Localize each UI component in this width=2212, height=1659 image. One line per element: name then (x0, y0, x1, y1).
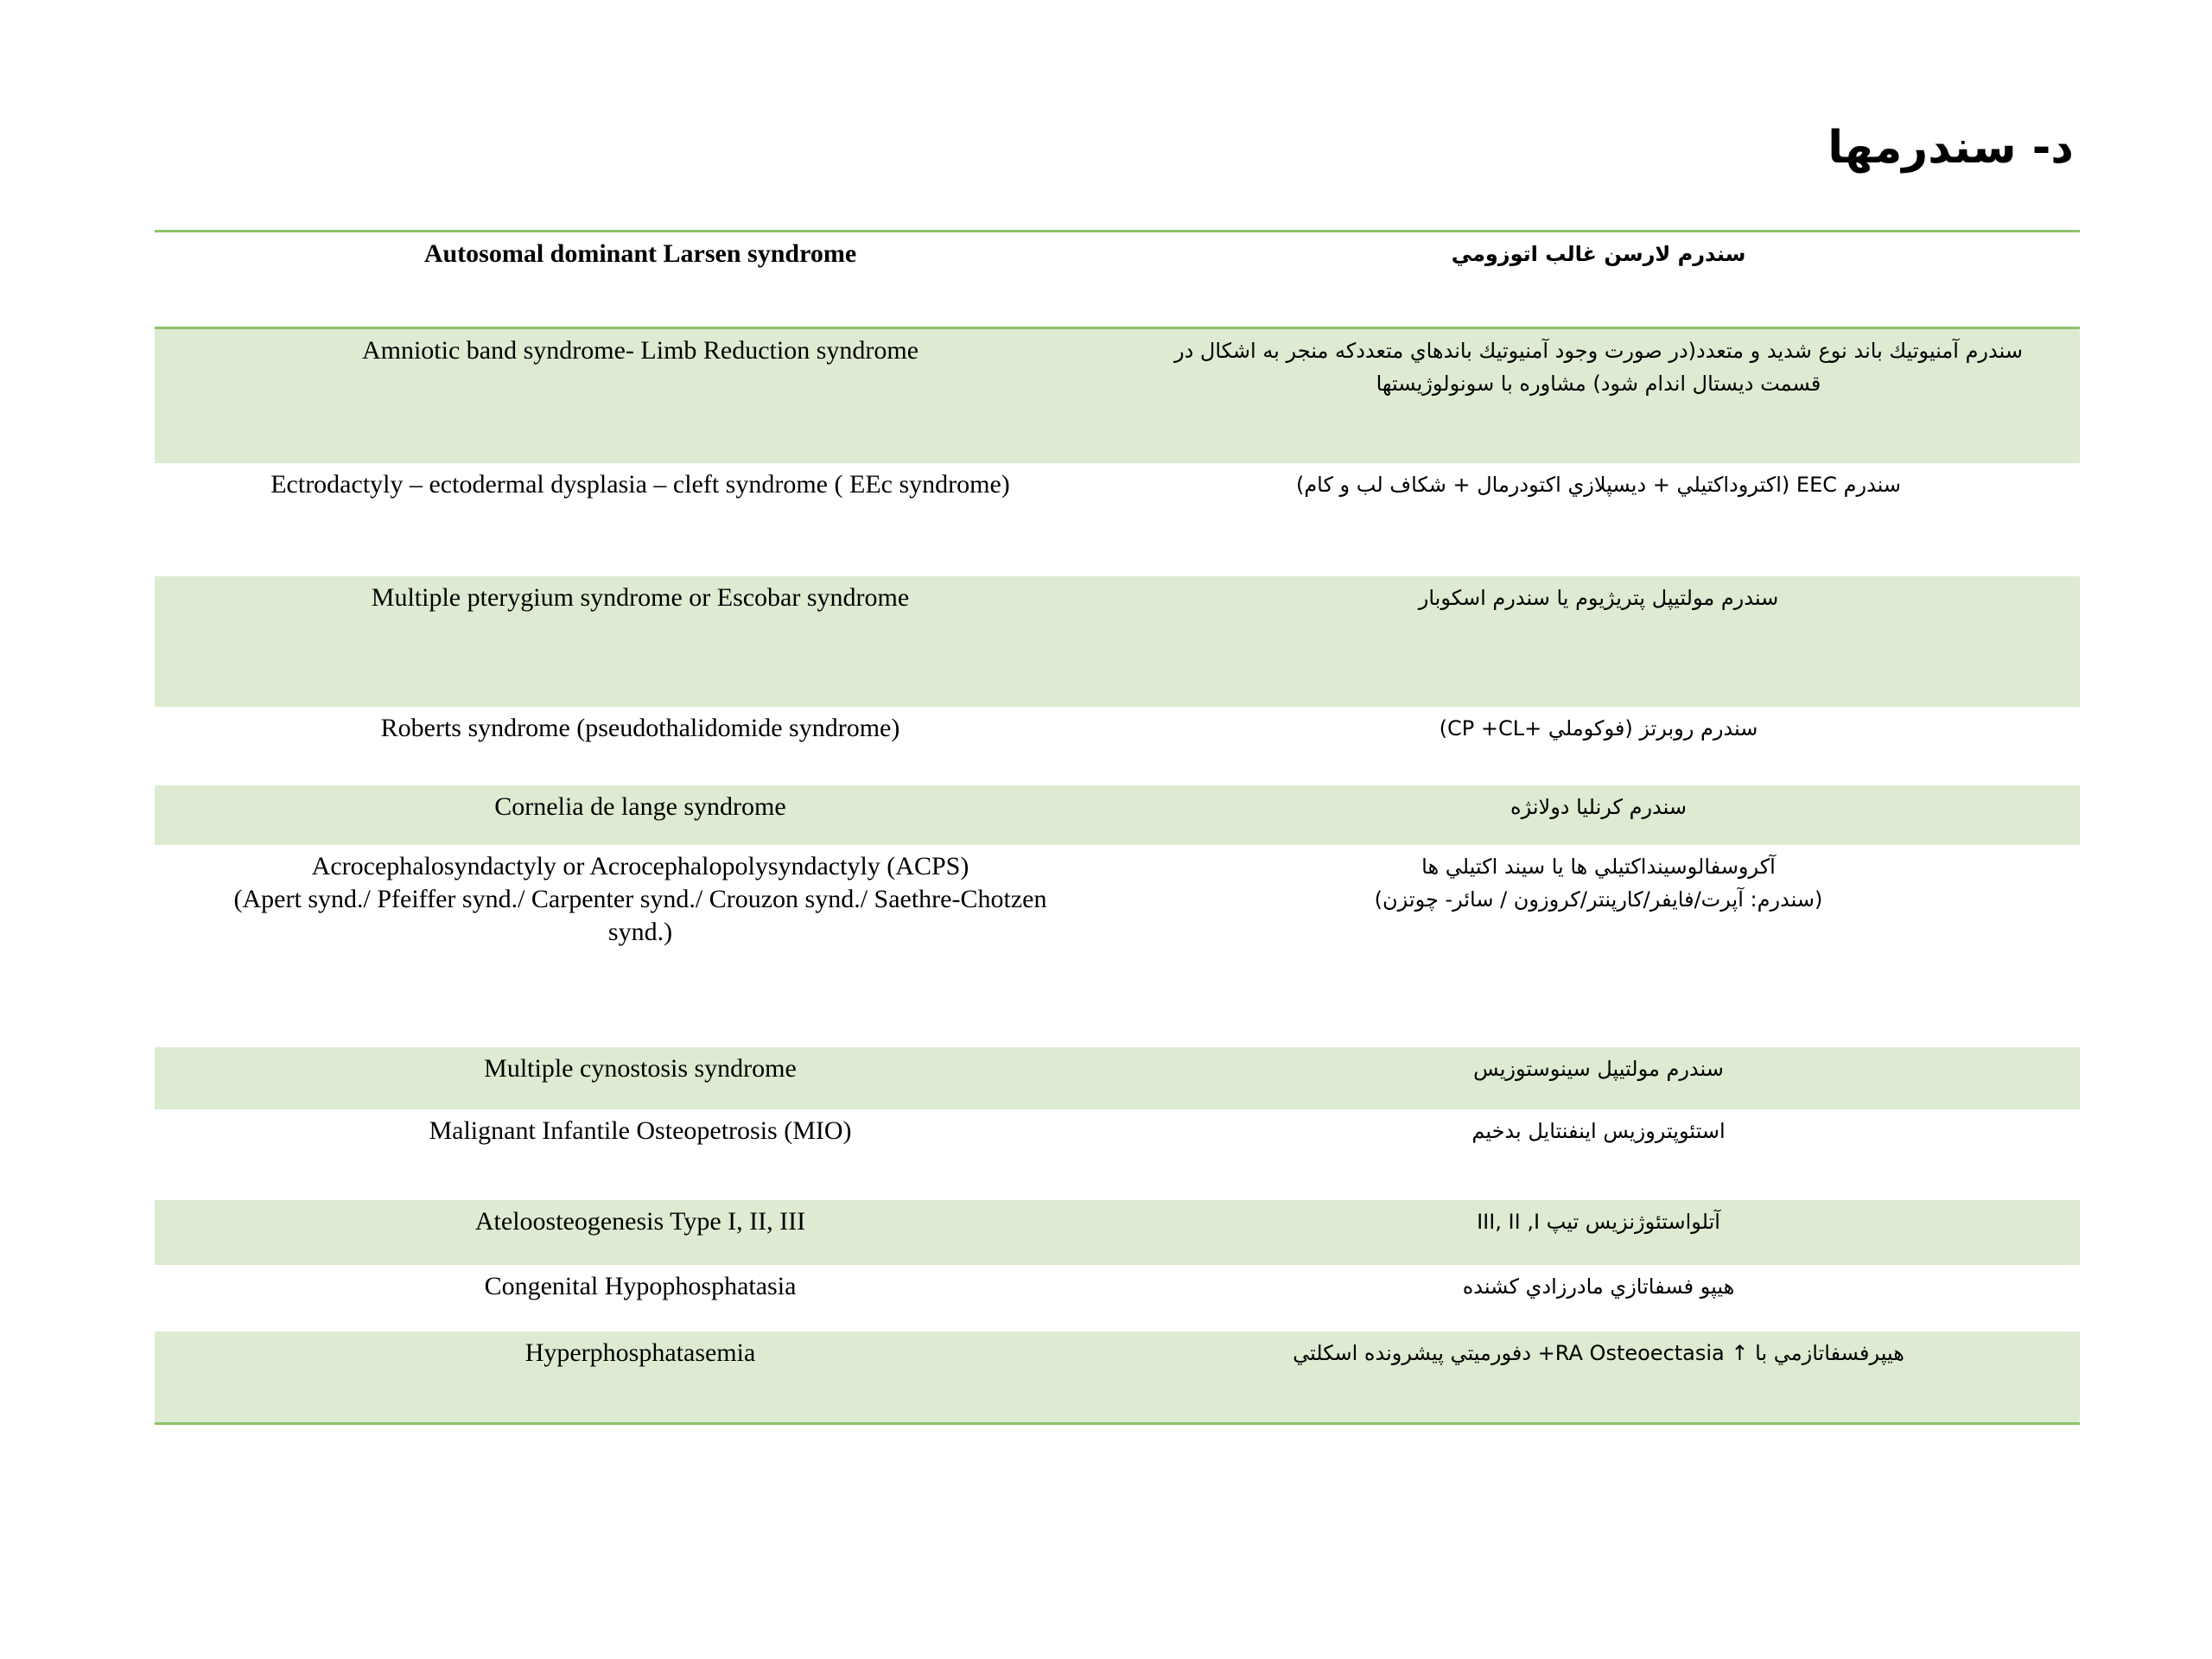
english-name-cell (155, 463, 1117, 576)
table-row (155, 576, 2080, 707)
persian-name-line: (سندرم: آپرت/فايفر/كارپنتر/كروزون / سائر- چوتزن) (1374, 887, 1823, 912)
persian-name-line: سندرم كرنليا دولانژه (1510, 795, 1687, 819)
english-name-line: Hyperphosphatasemia (524, 1338, 756, 1367)
english-name-cell (155, 329, 1117, 463)
persian-name-cell (1117, 785, 2080, 845)
persian-name-line: سندرم روبرتز (فوكوملي +CP +CL) (1439, 716, 1758, 741)
persian-name-cell (1117, 576, 2080, 707)
table-row (155, 1047, 2080, 1109)
persian-name-cell (1117, 1265, 2080, 1332)
page-title: د- سندرمها (1827, 122, 2074, 174)
table-row (155, 707, 2080, 785)
english-name-line: Roberts syndrome (pseudothalidomide syndrome) (380, 714, 900, 742)
header-cell-persian: سندرم لارسن غالب اتوزومي (1451, 242, 1746, 266)
english-name-line: (Apert synd./ Pfeiffer synd./ Carpenter synd./ Crouzon synd./ Saethre-Chotzen (233, 885, 1047, 913)
english-name-cell (155, 1265, 1117, 1332)
persian-name-line: سندرم مولتيپل پتريژيوم يا سندرم اسكوبار (1418, 586, 1779, 610)
persian-name-cell (1117, 463, 2080, 576)
table-row (155, 1109, 2080, 1200)
table-header-row (155, 232, 2080, 329)
persian-name-cell (1117, 1109, 2080, 1200)
english-name-line: Cornelia de lange syndrome (494, 792, 786, 821)
persian-name-line: استئوپتروزيس اينفنتايل بدخيم (1471, 1119, 1726, 1143)
english-name-line: Congenital Hypophosphatasia (484, 1272, 797, 1300)
english-name-cell (155, 1109, 1117, 1200)
persian-name-line: هيپرفسفاتازمي با ↑ RA Osteoectasia+ دفورميتي پيشرونده اسكلتي (1293, 1341, 1904, 1365)
english-name-cell (155, 845, 1117, 1047)
header-cell-english: Autosomal dominant Larsen syndrome (423, 239, 857, 268)
syndrome-table (155, 230, 2080, 1425)
table-row (155, 845, 2080, 1047)
persian-name-line: قسمت ديستال اندام شود) مشاوره با سونولوژيستها (1376, 372, 1821, 396)
persian-name-cell (1117, 1332, 2080, 1422)
table-row (155, 785, 2080, 845)
english-name-line: Malignant Infantile Osteopetrosis (MIO) (429, 1116, 852, 1145)
table-row (155, 1265, 2080, 1332)
table-row (155, 1332, 2080, 1422)
table-row (155, 463, 2080, 576)
persian-name-cell (1117, 329, 2080, 463)
english-name-line: Multiple cynostosis syndrome (484, 1054, 797, 1083)
persian-name-line: سندرم مولتيپل سينوستوزيس (1473, 1057, 1724, 1081)
english-name-cell (155, 576, 1117, 707)
english-name-line: Ectrodactyly – ectodermal dysplasia – cleft syndrome ( EEc syndrome) (270, 470, 1010, 499)
persian-name-line: سندرم آمنيوتيك باند نوع شديد و متعدد(در صورت وجود آمنيوتيك باندهاي متعددكه منجر به اشكال در (1174, 339, 2023, 363)
english-name-cell (155, 707, 1117, 785)
persian-name-cell (1117, 1200, 2080, 1265)
english-name-line: Amniotic band syndrome- Limb Reduction syndrome (361, 336, 919, 365)
english-name-cell (155, 785, 1117, 845)
english-name-cell (155, 1332, 1117, 1422)
english-name-cell (155, 1200, 1117, 1265)
persian-name-line: آتلواستئوژنزيس تيپ III, II ,I (1477, 1210, 1720, 1234)
persian-name-cell (1117, 707, 2080, 785)
english-name-cell (155, 1047, 1117, 1109)
table-row (155, 1200, 2080, 1265)
persian-name-line: سندرم EEC (اكتروداكتيلي + ديسپلازي اكتودرمال + شكاف لب و كام) (1295, 473, 1902, 497)
english-name-line: Multiple pterygium syndrome or Escobar syndrome (371, 583, 910, 612)
english-name-line: synd.) (607, 918, 673, 946)
english-name-line: Acrocephalosyndactyly or Acrocephalopolysyndactyly (ACPS) (311, 852, 969, 880)
persian-name-cell (1117, 1047, 2080, 1109)
persian-name-cell (1117, 845, 2080, 1047)
persian-name-line: هيپو فسفاتازي مادرزادي كشنده (1462, 1274, 1735, 1299)
persian-name-line: آكروسفالوسينداكتيلي ها يا سيند اكتيلي ها (1421, 855, 1776, 879)
table-row (155, 329, 2080, 463)
english-name-line: Ateloosteogenesis Type I, II, III (474, 1207, 806, 1236)
